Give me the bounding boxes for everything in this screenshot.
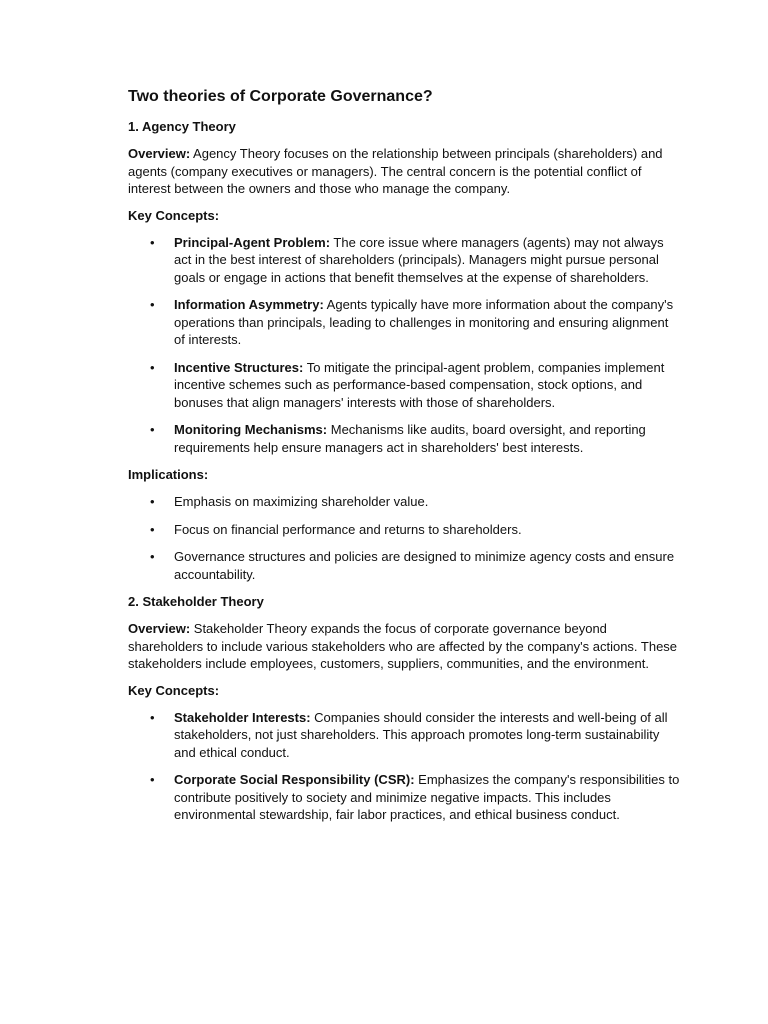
implication-text: Governance structures and policies are designed to minimize agency costs and ensure accountability. bbox=[174, 549, 675, 582]
agency-overview-paragraph bbox=[128, 145, 680, 198]
concept-label: Incentive Structures: bbox=[174, 359, 304, 375]
bullet-icon: • bbox=[150, 772, 155, 787]
concept-label: Corporate Social Responsibility (CSR): bbox=[174, 772, 415, 787]
list-item bbox=[128, 359, 680, 412]
overview-text: Stakeholder Theory expands the focus of corporate governance beyond shareholders to include various stakeholders who are affected by the company's actions. These stakeholders include employees, customers, suppliers, communities, and the environment. bbox=[128, 621, 678, 671]
bullet-icon: • bbox=[150, 422, 155, 437]
concept-label: Information Asymmetry: bbox=[174, 297, 324, 312]
implication-text: Focus on financial performance and returns to shareholders. bbox=[174, 521, 522, 537]
bullet-icon: • bbox=[150, 297, 155, 312]
bullet-icon: • bbox=[150, 494, 155, 509]
concept-text: Mechanisms like audits, board oversight, and reporting requirements help ensure managers act in shareholders' best interests. bbox=[174, 422, 646, 455]
list-item bbox=[128, 709, 680, 762]
agency-implications-heading: Implications: bbox=[128, 467, 209, 482]
document-page bbox=[128, 86, 680, 834]
list-item bbox=[128, 421, 680, 456]
concept-label: Monitoring Mechanisms: bbox=[174, 422, 328, 437]
concept-text: Agents typically have more information about the company's operations than principals, leading to challenges in monitoring and ensuring alignment of interests. bbox=[174, 297, 674, 347]
list-item bbox=[128, 521, 680, 539]
bullet-icon: • bbox=[150, 549, 155, 564]
overview-label: Overview: bbox=[128, 621, 191, 636]
list-item bbox=[128, 493, 680, 511]
list-item bbox=[128, 296, 680, 349]
overview-label: Overview: bbox=[128, 146, 191, 161]
agency-key-concepts-heading: Key Concepts: bbox=[128, 207, 220, 223]
document-title: Two theories of Corporate Governance? bbox=[128, 88, 433, 105]
stakeholder-key-concepts-list bbox=[128, 709, 680, 824]
stakeholder-key-concepts-heading: Key Concepts: bbox=[128, 682, 220, 698]
agency-key-concepts-list bbox=[128, 234, 680, 457]
list-item bbox=[128, 234, 680, 287]
concept-text: The core issue where managers (agents) may not always act in the best interest of shareholders (principals). Managers might pursue personal goals or engage in actions that benefit themselves at the expense of shareholders. bbox=[174, 234, 664, 285]
bullet-icon: • bbox=[150, 709, 155, 725]
list-item bbox=[128, 771, 680, 824]
bullet-icon: • bbox=[150, 234, 155, 250]
concept-text: Companies should consider the interests and well-being of all stakeholders, not just shareholders. This approach promotes long-term sustainability and ethical conduct. bbox=[174, 709, 668, 760]
list-item bbox=[128, 548, 680, 583]
overview-text: Agency Theory focuses on the relationship between principals (shareholders) and agents (company executives or managers). The central concern is the potential conflict of interest between the owners and those who manage the company. bbox=[128, 146, 663, 196]
stakeholder-overview-paragraph bbox=[128, 620, 680, 673]
bullet-icon: • bbox=[150, 521, 155, 537]
section-heading-agency-theory: 1. Agency Theory bbox=[128, 119, 236, 134]
concept-text: Emphasizes the company's responsibilities to contribute positively to society and minimize negative impacts. This includes environmental stewardship, fair labor practices, and ethical business conduct. bbox=[174, 772, 680, 822]
implication-text: Emphasis on maximizing shareholder value. bbox=[174, 494, 429, 509]
concept-text: To mitigate the principal-agent problem, companies implement incentive schemes such as performance-based compensation, stock options, and bonuses that align managers' interests with those of shareholders. bbox=[174, 359, 665, 410]
concept-label: Principal-Agent Problem: bbox=[174, 234, 331, 250]
concept-label: Stakeholder Interests: bbox=[174, 709, 311, 725]
agency-implications-list bbox=[128, 493, 680, 583]
section-heading-stakeholder-theory: 2. Stakeholder Theory bbox=[128, 594, 264, 609]
bullet-icon: • bbox=[150, 359, 155, 375]
